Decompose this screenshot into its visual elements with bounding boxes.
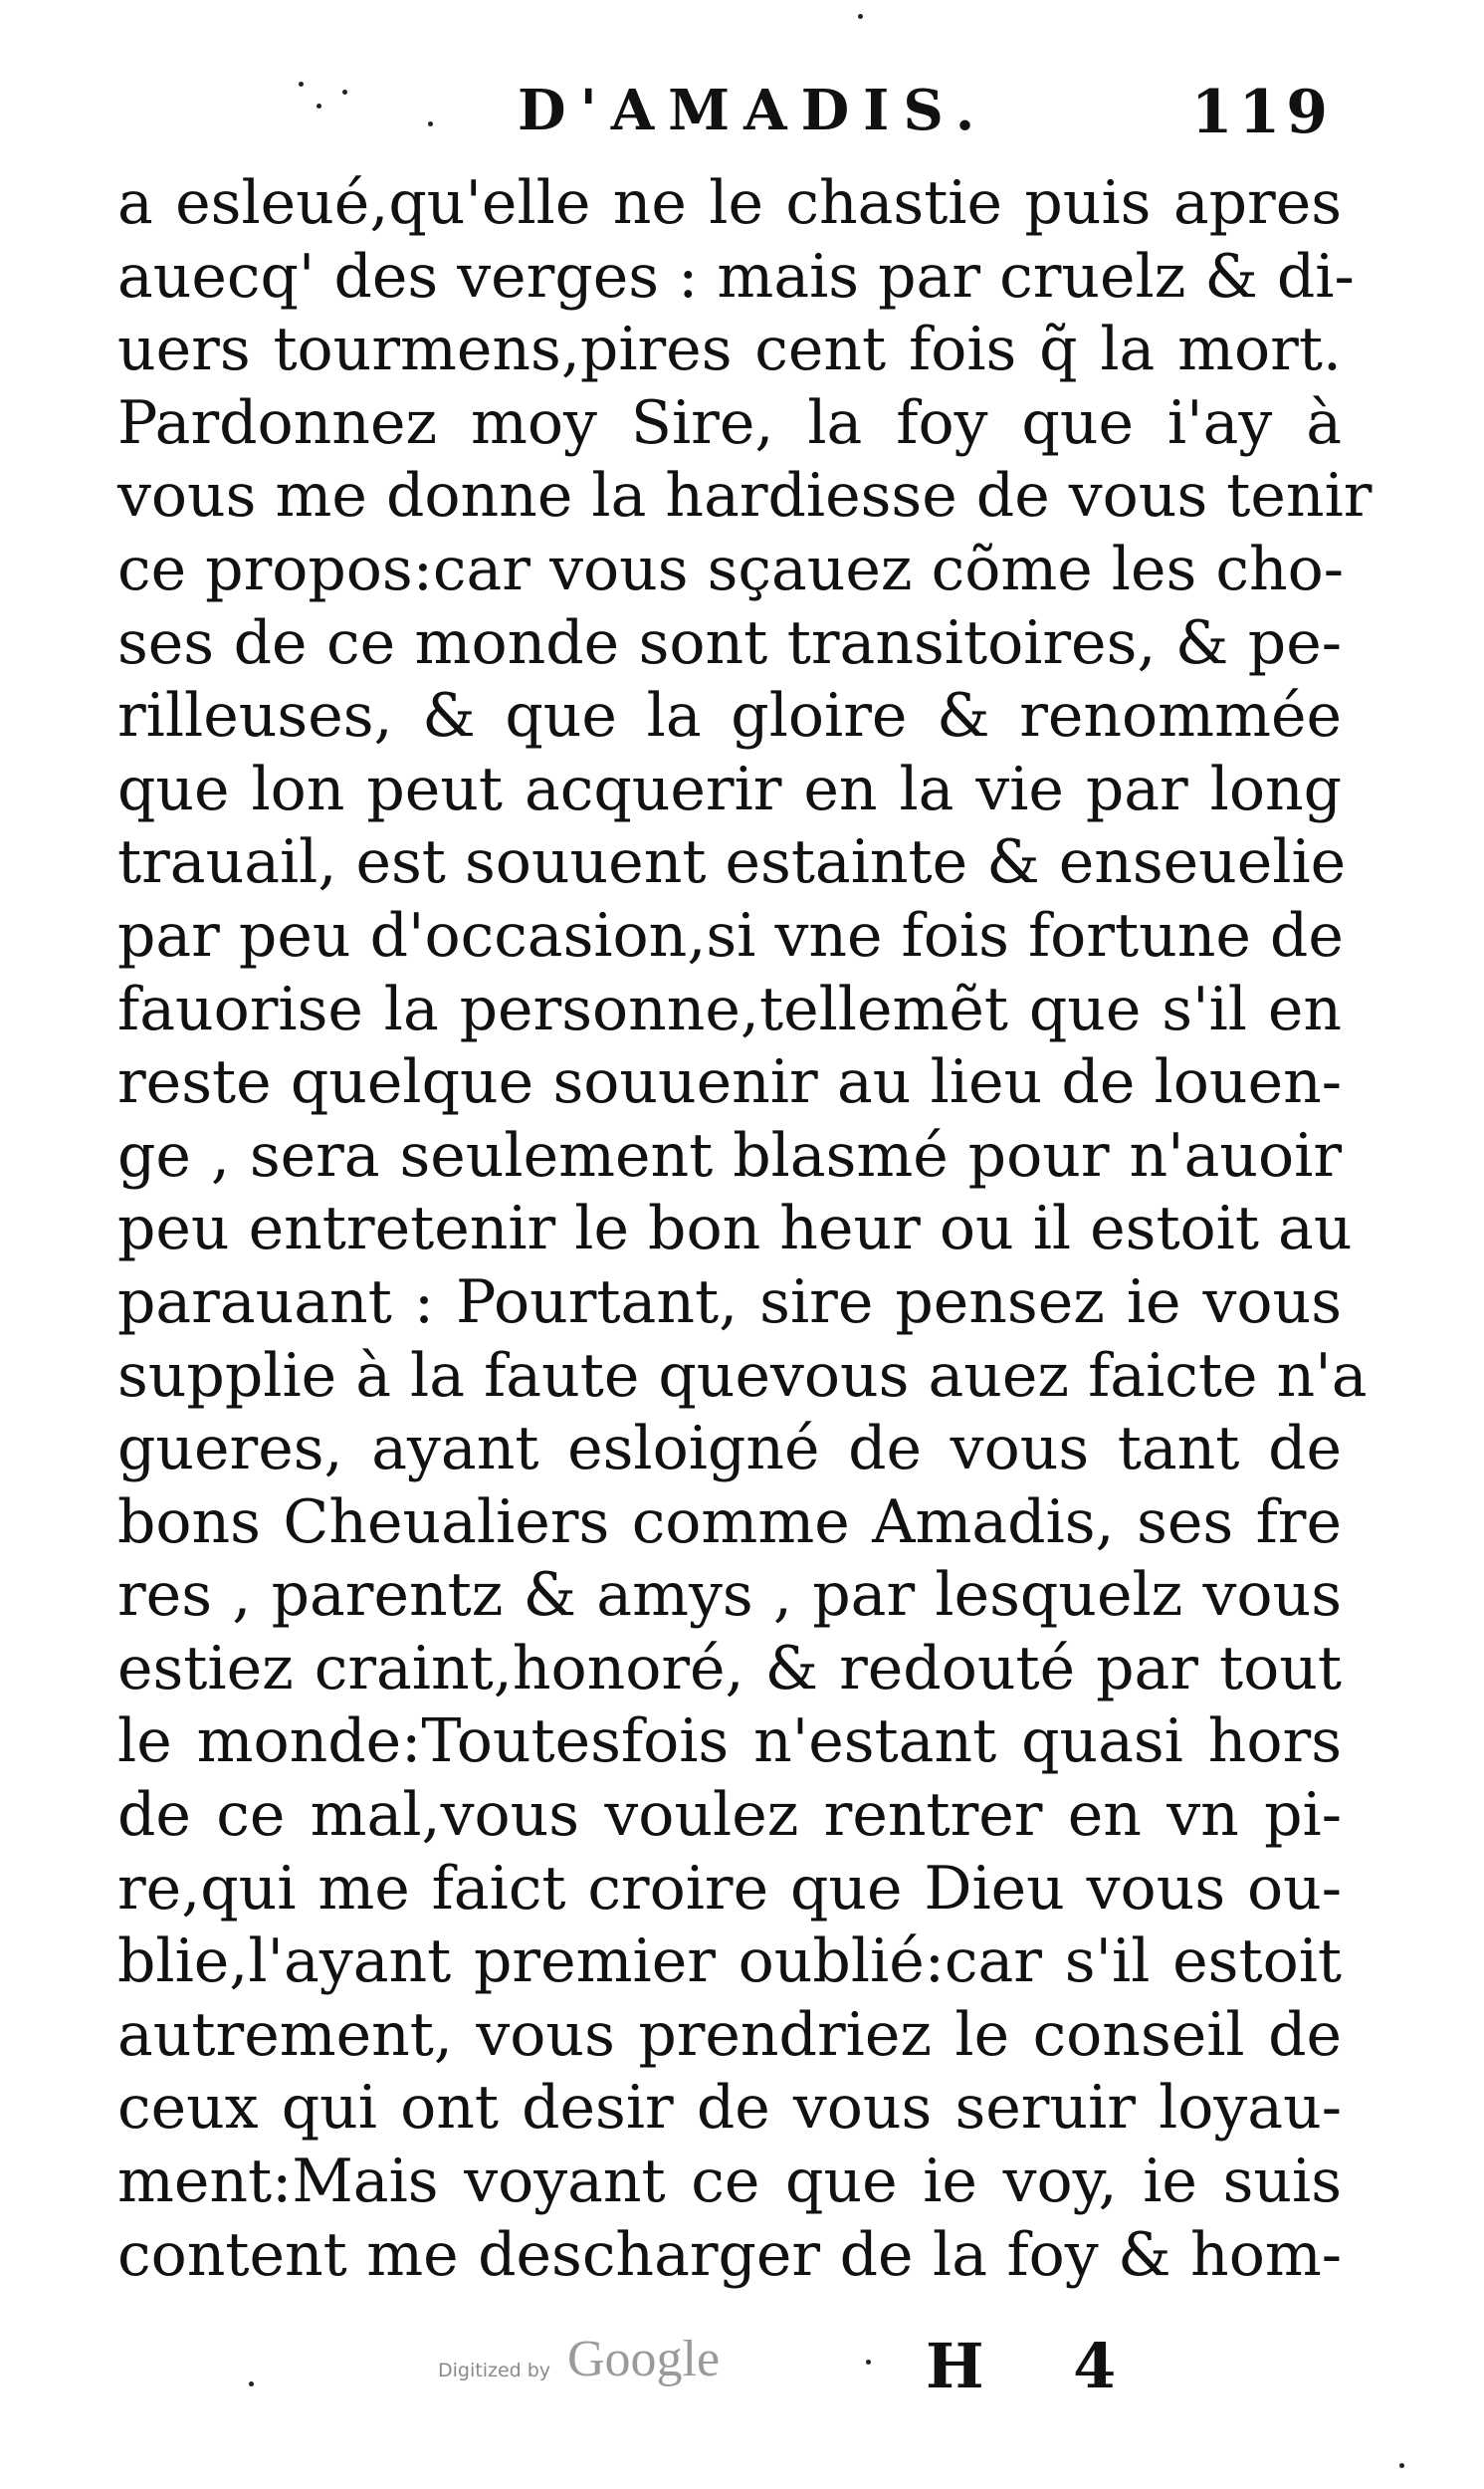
page-footer <box>418 2330 1174 2419</box>
page-header <box>518 78 1334 167</box>
text-line: ceux qui ont desir de vous seruir loyau- <box>117 2073 1342 2144</box>
text-line: Pardonnez moy Sire, la foy que i'ay à <box>117 387 1342 458</box>
text-line: que lon peut acquerir en la vie par long <box>117 754 1342 824</box>
text-line: ment:Mais voyant ce que ie voy, ie suis <box>117 2147 1342 2217</box>
text-line: res , parentz & amys , par lesquelz vous <box>117 1560 1342 1631</box>
text-line: rilleuses, & que la gloire & renommée <box>117 681 1342 752</box>
text-line: de ce mal,vous voulez rentrer en vn pi- <box>117 1780 1342 1851</box>
body-text <box>117 167 1373 2292</box>
text-line: trauail, est souuent estainte & enseuelie <box>117 827 1347 898</box>
text-line: fauorise la personne,tellemẽt que s'il en <box>117 974 1342 1044</box>
text-line: le monde:Toutesfois n'estant quasi hors <box>117 1706 1342 1777</box>
text-line: bons Cheualiers comme Amadis, ses fre <box>117 1486 1342 1557</box>
signature-mark: H 4 <box>926 2330 1151 2402</box>
page-number: 119 <box>1190 78 1334 147</box>
text-line: uers tourmens,pires cent fois q̃ la mort. <box>117 315 1342 385</box>
text-line: re,qui me faict croire que Dieu vous ou- <box>117 1853 1342 1923</box>
text-line: par peu d'occasion,si vne fois fortune de <box>117 900 1344 971</box>
text-line: vous me donne la hardiesse de vous tenir <box>117 461 1373 532</box>
text-line: content me descharger de la foy & hom- <box>117 2219 1342 2290</box>
text-line: auecq' des verges : mais par cruelz & di- <box>117 241 1355 312</box>
text-line: parauant : Pourtant, sire pensez ie vous <box>117 1266 1342 1337</box>
text-line: a esleué,qu'elle ne le chastie puis apres <box>117 168 1342 238</box>
text-line: peu entretenir le bon heur ou il estoit au <box>117 1194 1353 1264</box>
text-line: reste quelque souuenir au lieu de louen- <box>117 1047 1342 1118</box>
text-line: ge , sera seulement blasmé pour n'auoir <box>117 1120 1342 1191</box>
text-line: ses de ce monde sont transitoires, & pe- <box>117 607 1342 678</box>
google-watermark: Google <box>567 2331 721 2387</box>
digitized-label: Digitized by <box>438 2360 551 2381</box>
text-line: estiez craint,honoré, & redouté par tout <box>117 1633 1342 1703</box>
text-line: supplie à la faute quevous auez faicte n'a <box>117 1340 1368 1411</box>
text-line: autrement, vous prendriez le conseil de <box>117 1999 1342 2070</box>
running-head: D'AMADIS. <box>518 78 989 143</box>
text-line: ce propos:car vous sçauez cõme les cho- <box>117 534 1344 604</box>
text-line: blie,l'ayant premier oublié:car s'il estoit <box>117 1926 1342 1997</box>
text-line: gueres, ayant esloigné de vous tant de <box>117 1414 1342 1484</box>
